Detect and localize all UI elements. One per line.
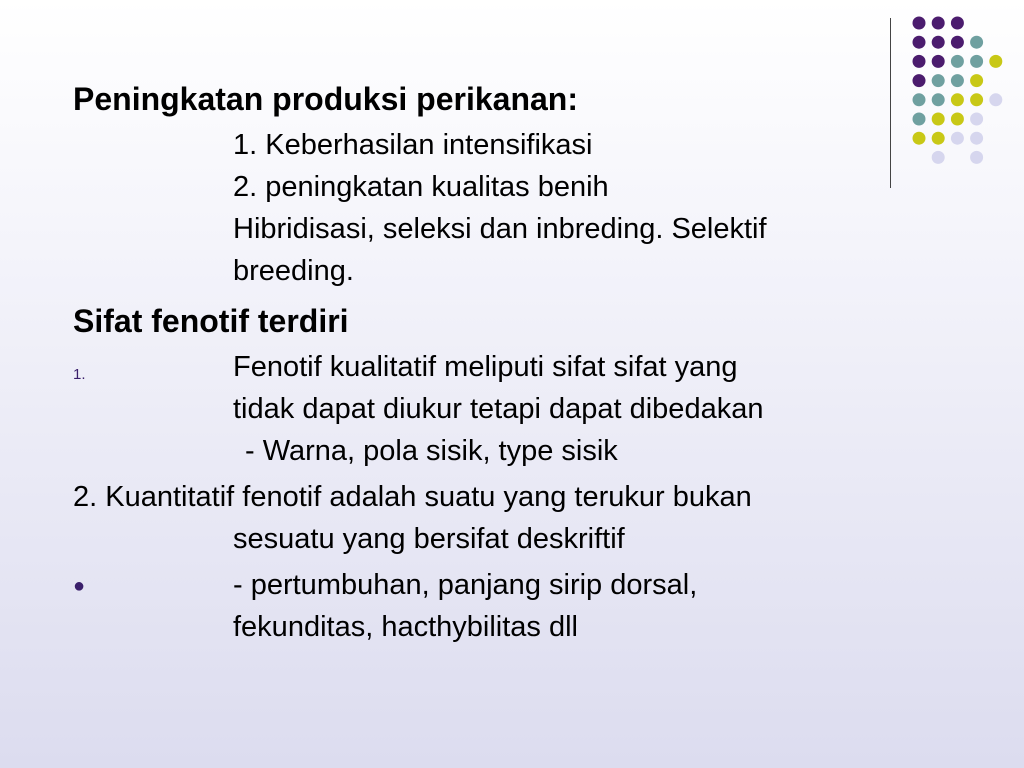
heading-sifat-fenotif: Sifat fenotif terdiri xyxy=(73,303,349,339)
bullet-item-line1 xyxy=(73,564,973,606)
decorative-dot xyxy=(932,36,945,49)
bullet-icon: ● xyxy=(73,575,86,597)
decorative-dot xyxy=(932,17,945,30)
decorative-dot xyxy=(913,55,926,68)
decorative-dot xyxy=(932,55,945,68)
item-intensifikasi: 1. Keberhasilan intensifikasi xyxy=(233,129,593,161)
fenotif-kualitatif-line2: tidak dapat diukur tetapi dapat dibedakan xyxy=(233,393,764,425)
decorative-dot xyxy=(913,17,926,30)
list-number-marker: 1. xyxy=(73,366,86,383)
bullet-item-line2: fekunditas, hacthybilitas dll xyxy=(233,611,578,643)
slide-content xyxy=(73,74,973,648)
fenotif-kualitatif-line1 xyxy=(73,346,973,388)
decorative-dot xyxy=(913,36,926,49)
decorative-dot xyxy=(951,55,964,68)
decorative-dot xyxy=(989,55,1002,68)
item-hibridisasi-line1: Hibridisasi, seleksi dan inbreding. Selektif xyxy=(233,213,767,245)
kuantitatif-line1: 2. Kuantitatif fenotif adalah suatu yang terukur bukan xyxy=(73,481,752,513)
heading-produksi: Peningkatan produksi perikanan: xyxy=(73,81,578,117)
kuantitatif-line2: sesuatu yang bersifat deskriftif xyxy=(233,523,625,555)
decorative-dot xyxy=(970,36,983,49)
decorative-dot xyxy=(989,93,1002,106)
decorative-dot xyxy=(951,17,964,30)
bullet-item-text: - pertumbuhan, panjang sirip dorsal, xyxy=(233,569,698,601)
fenotif-examples: - Warna, pola sisik, type sisik xyxy=(245,435,618,467)
decorative-dot xyxy=(970,55,983,68)
fenotif-kualitatif-text: Fenotif kualitatif meliputi sifat sifat yang xyxy=(233,351,738,383)
item-hibridisasi-line2: breeding. xyxy=(233,255,354,287)
item-kualitas-benih: 2. peningkatan kualitas benih xyxy=(233,171,609,203)
decorative-dot xyxy=(951,36,964,49)
